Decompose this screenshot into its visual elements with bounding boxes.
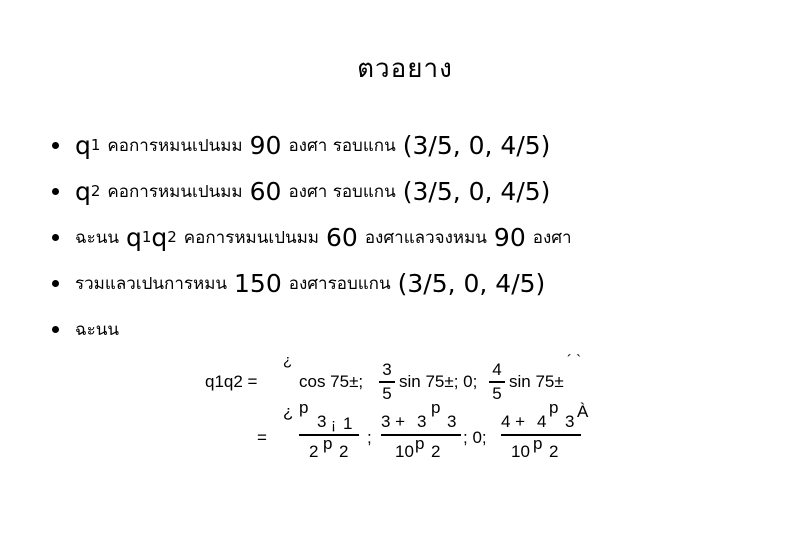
thai-text: องศารอบแกน <box>288 273 391 294</box>
thai-text: องศา รอบแกน <box>288 135 396 156</box>
bullet-item <box>52 306 572 352</box>
formula-fraction <box>489 360 505 404</box>
formula-den: 2 <box>549 442 559 461</box>
formula-sep: ; 0; <box>463 428 487 447</box>
formula-cos: cos 75±; <box>299 372 364 391</box>
formula-num: 4 <box>537 412 547 431</box>
thai-text: องศา รอบแกน <box>288 181 396 202</box>
thai-text: คอการหมนเปนมม <box>107 181 243 202</box>
sqrt-p: p <box>533 434 543 453</box>
quaternion-formula <box>205 350 605 470</box>
angle-value: 60 <box>249 176 282 206</box>
thai-text: ฉะนน <box>75 319 119 340</box>
bullet-dot <box>52 188 59 195</box>
formula-num: 3 <box>417 412 427 431</box>
formula-num: 3 + <box>381 412 406 431</box>
var-q: q <box>151 222 168 252</box>
bullet-dot <box>52 280 59 287</box>
formula-num: 3 <box>447 412 457 431</box>
formula-tail: ´ ` <box>567 352 582 369</box>
formula-num: 1 <box>343 414 353 433</box>
var-q: q <box>125 222 142 252</box>
sqrt-p: p <box>415 434 425 453</box>
bullet-list <box>52 122 572 352</box>
axis-vector: (3/5, 0, 4/5) <box>402 176 551 206</box>
axis-vector: (3/5, 0, 4/5) <box>402 130 551 160</box>
formula-fraction <box>379 360 395 404</box>
bullet-item: q 2 คอการหมนเปนมม 60 องศา รอบแกน (3/5, 0, 4/5) <box>52 168 572 214</box>
formula-den: 10 <box>511 442 530 461</box>
bullet-item: ฉะนน q 1 q 2 คอการหมนเปนมม 60 องศาแลวจงหมน 90 องศา <box>52 214 572 260</box>
formula-minus: ¡ <box>331 416 336 433</box>
angle-value: 150 <box>234 268 282 298</box>
angle-value: 90 <box>493 222 526 252</box>
formula-num: 3 <box>565 412 575 431</box>
thai-text: ฉะนน <box>75 227 119 248</box>
slide-title: ตวอยาง <box>357 54 453 84</box>
angle-value: 60 <box>326 222 358 252</box>
var-q: q <box>75 130 91 160</box>
formula-den: 2 <box>431 442 441 461</box>
denominator: 5 <box>382 383 392 403</box>
bullet-dot <box>52 142 59 149</box>
sqrt-p: p <box>299 398 309 417</box>
formula-sep: ; <box>367 428 372 447</box>
thai-text: รวมแลวเปนการหมน <box>75 273 228 294</box>
sqrt-p: p <box>431 398 441 417</box>
numerator: 4 <box>492 360 502 379</box>
formula-equals: = <box>257 428 267 447</box>
formula-brace: ¿ <box>283 402 294 421</box>
denominator: 5 <box>492 383 502 403</box>
formula-num: 4 + <box>501 412 526 431</box>
sqrt-p: p <box>323 434 333 453</box>
axis-vector: (3/5, 0, 4/5) <box>397 268 546 298</box>
formula-num: 3 <box>317 412 327 431</box>
thai-text: คอการหมนเปนมม <box>107 135 243 156</box>
bullet-item <box>52 260 572 306</box>
formula-sin: sin 75±; 0; <box>399 372 478 391</box>
thai-text: องศา <box>532 227 572 248</box>
formula-den: 10 <box>395 442 414 461</box>
var-q: q <box>75 176 91 206</box>
formula-den: 2 <box>309 442 319 461</box>
formula-lhs: q1q2 = <box>205 372 258 391</box>
formula-den: 2 <box>339 442 349 461</box>
bullet-dot <box>52 234 59 241</box>
angle-value: 90 <box>249 130 282 160</box>
thai-text: คอการหมนเปนมม <box>183 227 320 248</box>
thai-text: องศาแลวจงหมน <box>364 227 487 248</box>
formula-close: À <box>577 402 589 421</box>
formula-brace: ¿ <box>283 352 293 369</box>
numerator: 3 <box>382 360 392 379</box>
formula-sin: sin 75± <box>509 372 564 391</box>
bullet-dot <box>52 326 59 333</box>
sqrt-p: p <box>549 398 559 417</box>
bullet-item: q 1 คอการหมนเปนมม 90 องศา รอบแกน (3/5, 0, 4/5) <box>52 122 572 168</box>
